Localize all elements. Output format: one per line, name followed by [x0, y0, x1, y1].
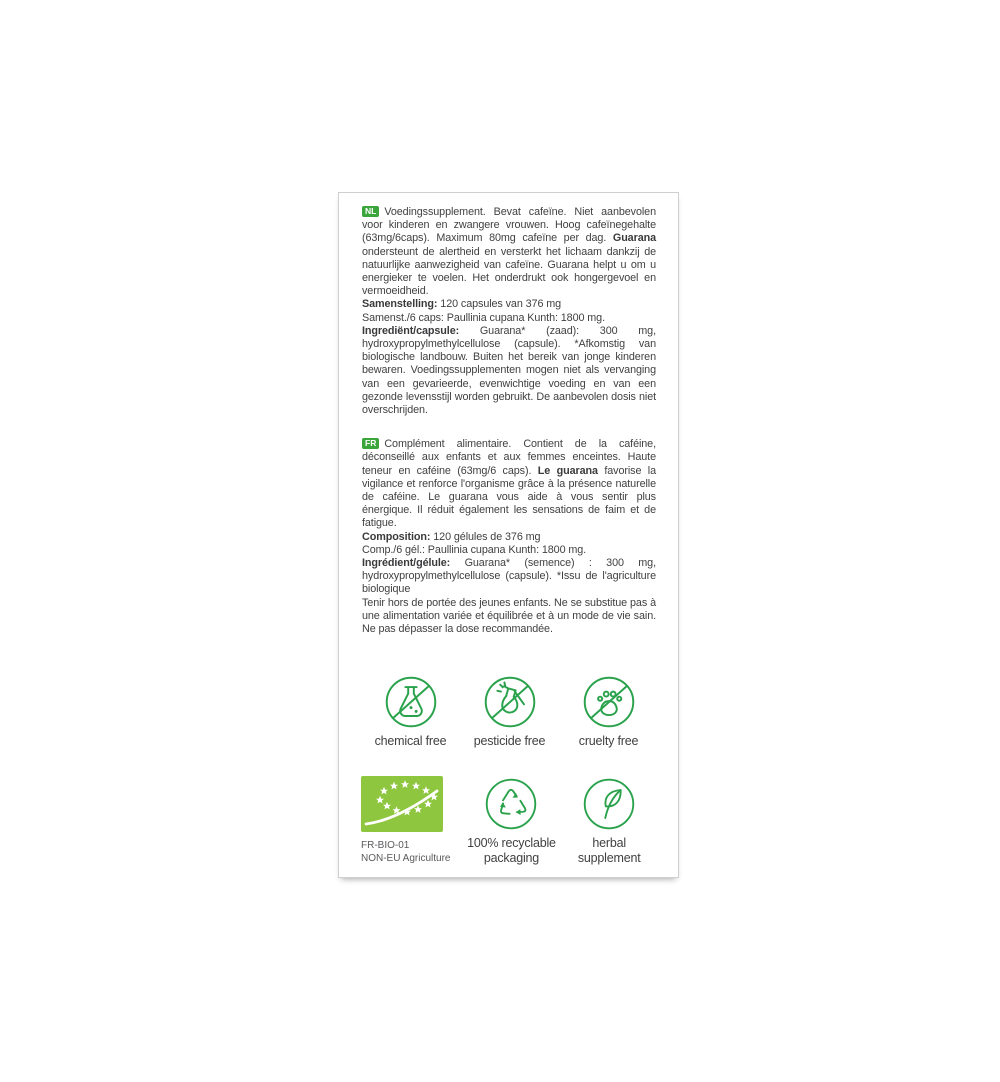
claim-chemical-free — [361, 674, 460, 749]
herbal-cell — [560, 776, 658, 865]
claim-chemical-free-label: chemical free — [374, 734, 447, 748]
recyclable-label: 100% recyclable packaging — [467, 836, 556, 865]
nl-ingredient-text: Guarana* (zaad): 300 mg, hydroxypropylmethylcellulose (capsule). *Afkomstig van biologische landbouw. Buiten het bereik van jonge kinderen bewaren. Voedingssupplementen mogen niet als vervanging van een gevarieerde, evenwichtige voeding en van een gezonde levensstijl worden gebruikt. De aanbevolen dosis niet overschrijden. — [362, 324, 656, 417]
certification-row — [339, 776, 678, 865]
fr-comp-per6-line: Comp./6 gél.: Paullinia cupana Kunth: 1800 mg. — [362, 543, 587, 556]
herbal-leaf-icon — [581, 776, 637, 832]
supplement-label-panel — [338, 192, 679, 878]
nl-ingredient-label: Ingrediënt/capsule: — [362, 324, 460, 337]
chemical-free-flask-icon — [383, 674, 439, 730]
fr-intro-post: favorise la vigilance et renforce l'organisme grâce à la présence naturelle de caféine. Le guarana vous aide à vous sentir plus énergique. Il réduit également les sensations de faim et de fatigue. — [362, 464, 657, 530]
claim-pesticide-free — [460, 674, 559, 749]
nl-samenstelling-value: 120 capsules van 376 mg — [437, 298, 562, 311]
fr-intro-pre: Complément alimentaire. Contient de la caféine, déconseillé aux enfants et aux femmes enceintes. Haute teneur en caféine (63mg/6 caps). — [362, 438, 656, 477]
fr-composition-label: Composition: — [362, 530, 431, 543]
fr-ingredient-label: Ingrédient/gélule: — [362, 557, 451, 570]
fr-intro-paragraph — [362, 438, 656, 530]
eu-organic-cell — [361, 776, 463, 865]
claim-cruelty-free — [559, 674, 658, 749]
herbal-label: herbal supplement — [577, 836, 641, 865]
fr-language-badge: FR — [362, 438, 379, 449]
eu-organic-code: FR-BIO-01 — [361, 840, 410, 851]
recyclable-cell — [463, 776, 561, 865]
nl-samenstelling-line — [362, 298, 656, 311]
nl-ingredient-paragraph — [362, 325, 656, 417]
eu-organic-leaf-logo — [361, 776, 443, 832]
nl-samenstelling-label: Samenstelling: — [362, 298, 438, 311]
claims-icons-row — [339, 674, 678, 749]
fr-ingredient-text: Guarana* (semence) : 300 mg, hydroxypropylmethylcellulose (capsule). *Issu de l'agriculture biologique — [362, 557, 656, 596]
fr-ingredient-paragraph — [362, 557, 656, 597]
pesticide-free-spray-icon — [482, 674, 538, 730]
nl-language-badge: NL — [362, 206, 379, 217]
label-text-column — [339, 193, 678, 636]
nl-intro-bold: Guarana — [612, 232, 656, 245]
nl-intro-pre: Voedingssupplement. Bevat cafeïne. Niet aanbevolen voor kinderen en zwangere vrouwen. Hoog cafeïnegehalte (63mg/6caps). Maximum 80mg cafeïne per dag. — [362, 206, 656, 245]
cruelty-free-paw-icon — [581, 674, 637, 730]
nl-intro-post: ondersteunt de alertheid en versterkt het lichaam dankzij de natuurlijke aanwezigheid van cafeïne. Guarana helpt u om u energieker te voelen. Het onderdrukt ook hongergevoel en vermoeidheid. — [362, 245, 656, 298]
fr-intro-bold: Le guarana — [537, 464, 598, 477]
eu-organic-agriculture: NON-EU Agriculture — [361, 853, 451, 864]
nl-intro-paragraph — [362, 206, 656, 298]
fr-warning-paragraph: Tenir hors de portée des jeunes enfants. Ne se substitue pas à une alimentation variée et équilibrée et à un mode de vie sain. Ne pas dépasser la dose recommandée. — [362, 596, 656, 636]
fr-composition-value: 120 gélules de 376 mg — [430, 530, 541, 543]
fr-composition-line — [362, 531, 656, 544]
recycle-arrows-icon — [483, 776, 539, 832]
nl-samenst-per6-line: Samenst./6 caps: Paullinia cupana Kunth: 1800 mg. — [362, 311, 605, 324]
claim-pesticide-free-label: pesticide free — [473, 734, 546, 748]
claim-cruelty-free-label: cruelty free — [578, 734, 639, 748]
